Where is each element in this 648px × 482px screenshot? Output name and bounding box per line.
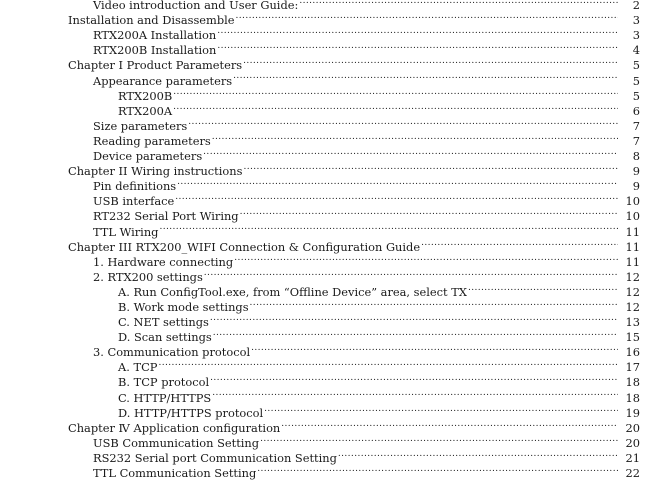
- toc-entry-page-number[interactable]: 18: [625, 375, 640, 390]
- toc-entry-page-number[interactable]: 12: [625, 299, 640, 314]
- toc-entry-title[interactable]: B. TCP protocol: [118, 375, 210, 390]
- toc-entry-page-number[interactable]: 15: [625, 330, 640, 345]
- toc-entry-title[interactable]: Size parameters: [93, 118, 188, 133]
- toc-entry-title[interactable]: 3. Communication protocol: [93, 345, 251, 360]
- toc-dot-leader: [299, 0, 618, 9]
- toc-dot-leader: [251, 341, 618, 356]
- toc-entry-title[interactable]: Installation and Disassemble: [68, 13, 235, 28]
- toc-entry-title[interactable]: B. Work mode settings: [118, 299, 249, 314]
- toc-entry-page-number[interactable]: 10: [625, 194, 640, 209]
- toc-entry-title[interactable]: Reading parameters: [93, 133, 211, 148]
- toc-dot-leader: [217, 39, 618, 54]
- toc-entry-title[interactable]: RTX200A Installation: [93, 28, 217, 43]
- toc-entry-page-number[interactable]: 17: [625, 360, 640, 375]
- toc-dot-leader: [233, 69, 618, 84]
- toc-dot-leader: [243, 54, 618, 69]
- toc-entry-title[interactable]: Video introduction and User Guide:: [93, 0, 299, 13]
- toc-entry-title[interactable]: A. TCP: [118, 360, 158, 375]
- toc-entry-title[interactable]: Chapter II Wiring instructions: [68, 164, 243, 179]
- toc-dot-leader: [173, 100, 618, 115]
- toc-dot-leader: [159, 220, 618, 235]
- toc-dot-leader: [158, 356, 618, 371]
- toc-dot-leader: [177, 175, 618, 190]
- toc-dot-leader: [260, 432, 618, 447]
- toc-dot-leader: [468, 281, 618, 296]
- toc-entry-page-number[interactable]: 19: [625, 405, 640, 420]
- toc-entry-page-number[interactable]: 6: [632, 103, 640, 118]
- toc-entry-page-number[interactable]: 9: [632, 179, 640, 194]
- toc-entry-title[interactable]: RT232 Serial Port Wiring: [93, 209, 239, 224]
- toc-entry-title[interactable]: Chapter I Product Parameters: [68, 58, 243, 73]
- toc-entry-title[interactable]: Chapter III RTX200_WIFI Connection & Configuration Guide: [68, 239, 421, 254]
- toc-entry-title[interactable]: D. Scan settings: [118, 330, 212, 345]
- toc-dot-leader: [175, 190, 618, 205]
- toc-entry-page-number[interactable]: 5: [632, 58, 640, 73]
- toc-dot-leader: [243, 160, 618, 175]
- toc-entry-page-number[interactable]: 20: [625, 420, 640, 435]
- toc-entry-page-number[interactable]: 11: [625, 224, 640, 239]
- toc-entry-title[interactable]: A. Run ConfigTool.exe, from “Offline Device” area, select TX: [118, 284, 467, 299]
- toc-entry-title[interactable]: 2. RTX200 settings: [93, 269, 203, 284]
- toc-dot-leader: [421, 236, 618, 251]
- toc-entry-page-number[interactable]: 10: [625, 209, 640, 224]
- toc-dot-leader: [250, 296, 618, 311]
- toc-entry-page-number[interactable]: 13: [625, 315, 640, 330]
- toc-dot-leader: [188, 115, 618, 130]
- toc-entry-page-number[interactable]: 9: [632, 164, 640, 179]
- toc-entry-page-number[interactable]: 20: [625, 435, 640, 450]
- toc-entry-title[interactable]: TTL Communication Setting: [93, 466, 257, 480]
- toc-entry-page-number[interactable]: 22: [625, 466, 640, 480]
- toc-entry-page-number[interactable]: 18: [625, 390, 640, 405]
- toc-entry-title[interactable]: C. NET settings: [118, 315, 209, 330]
- toc-entry-title[interactable]: TTL Wiring: [93, 224, 159, 239]
- toc-entry-page-number[interactable]: 21: [625, 450, 640, 465]
- toc-dot-leader: [213, 326, 618, 341]
- toc-entry-title[interactable]: RTX200B Installation: [93, 43, 217, 58]
- toc-entry[interactable]: [0, 0, 648, 13]
- toc-entry-page-number[interactable]: 4: [632, 43, 640, 58]
- toc-dot-leader: [173, 85, 618, 100]
- toc-entry-page-number[interactable]: 7: [632, 118, 640, 133]
- toc-dot-leader: [264, 402, 618, 417]
- toc-entry-title[interactable]: Pin definitions: [93, 179, 177, 194]
- toc-entry-title[interactable]: D. HTTP/HTTPS protocol: [118, 405, 264, 420]
- toc-dot-leader: [257, 462, 618, 477]
- toc-entry-title[interactable]: Appearance parameters: [93, 73, 233, 88]
- toc-dot-leader: [234, 251, 618, 266]
- toc-dot-leader: [240, 205, 618, 220]
- toc-entry-page-number[interactable]: 2: [632, 0, 640, 13]
- toc-dot-leader: [210, 371, 618, 386]
- toc-entry-page-number[interactable]: 12: [625, 269, 640, 284]
- toc-entry-title[interactable]: RTX200B: [118, 88, 173, 103]
- toc-dot-leader: [236, 9, 618, 24]
- toc-dot-leader: [204, 266, 618, 281]
- toc-entry-title[interactable]: RTX200A: [118, 103, 173, 118]
- toc-entry-title[interactable]: USB interface: [93, 194, 175, 209]
- toc-entry-page-number[interactable]: 7: [632, 133, 640, 148]
- toc-entry-title[interactable]: C. HTTP/HTTPS: [118, 390, 212, 405]
- toc-dot-leader: [203, 145, 618, 160]
- toc-entry-title[interactable]: RS232 Serial port Communication Setting: [93, 450, 337, 465]
- toc-dot-leader: [338, 447, 618, 462]
- toc-entry-page-number[interactable]: 11: [625, 239, 640, 254]
- toc-entry-title[interactable]: Chapter Ⅳ Application configuration: [68, 420, 281, 435]
- toc-dot-leader: [210, 311, 618, 326]
- toc-entry-page-number[interactable]: 8: [632, 149, 640, 164]
- toc-entry-page-number[interactable]: 5: [632, 88, 640, 103]
- toc-dot-leader: [281, 417, 618, 432]
- toc-entry-page-number[interactable]: 12: [625, 284, 640, 299]
- toc-dot-leader: [212, 130, 618, 145]
- toc-entry-title[interactable]: Device parameters: [93, 149, 203, 164]
- toc-entry-title[interactable]: USB Communication Setting: [93, 435, 260, 450]
- toc-entry-page-number[interactable]: 5: [632, 73, 640, 88]
- toc-entry-title[interactable]: 1. Hardware connecting: [93, 254, 234, 269]
- toc-entry-page-number[interactable]: 11: [625, 254, 640, 269]
- toc-entry-page-number[interactable]: 3: [632, 13, 640, 28]
- toc-dot-leader: [212, 386, 618, 401]
- toc-dot-leader: [217, 24, 618, 39]
- toc-entry-page-number[interactable]: 16: [625, 345, 640, 360]
- toc-entry-page-number[interactable]: 3: [632, 28, 640, 43]
